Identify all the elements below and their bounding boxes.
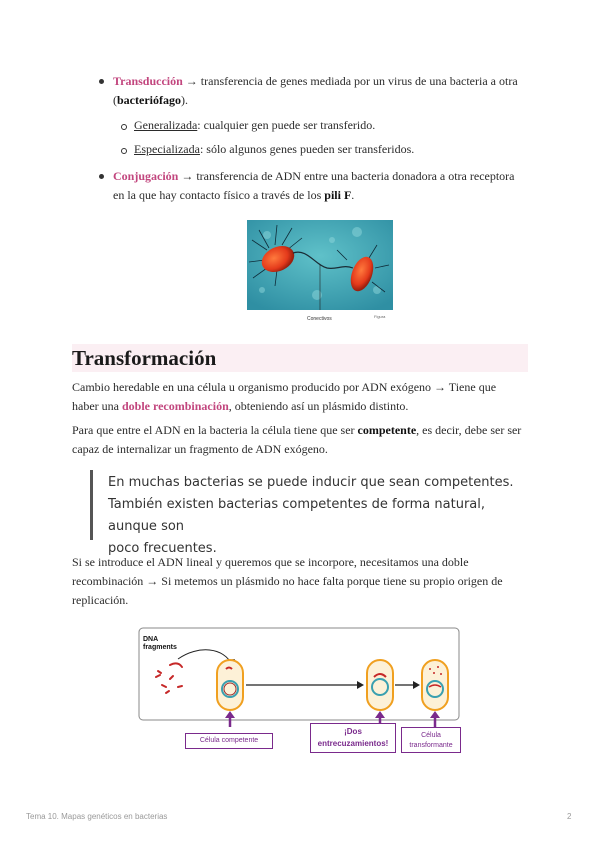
label2-line1: ¡Dos <box>344 727 362 736</box>
paragraph-definition <box>72 378 532 416</box>
transduccion-term: Transducción <box>113 74 183 88</box>
dna-fragments-label <box>143 636 177 652</box>
p3-line1: Si se introduce el ADN lineal y queremos que se incorpore, necesitamos una doble <box>72 555 469 569</box>
period: . <box>351 188 355 202</box>
p3-line3: replicación. <box>72 593 129 607</box>
p1-line2-end: , obteniendo así un plásmido distinto. <box>228 399 409 413</box>
doble-recombinacion-term: doble recombinación <box>121 399 229 413</box>
p2-line1-end: , es decir, debe ser ser <box>416 423 522 437</box>
conjugacion-line2: en la que hay contacto físico a través de los <box>113 188 325 202</box>
conjugation-micrograph <box>247 220 393 325</box>
quote-bar <box>90 470 93 540</box>
quote-block <box>108 472 538 560</box>
p1-line2-start: haber una <box>72 399 122 413</box>
transformation-diagram <box>138 627 462 759</box>
conjugacion-text: → transferencia de ADN entre una bacteria donadora a otra receptora <box>178 169 515 183</box>
label2-line2: entrecuzamientos! <box>317 739 389 748</box>
micrograph-image <box>247 220 393 325</box>
especializada-item <box>134 140 414 159</box>
especializada-term: Especializada <box>134 142 200 156</box>
competente-term: competente <box>357 423 417 437</box>
paragraph-adn-lineal <box>72 553 542 610</box>
p1-line1: Cambio heredable en una célula u organismo producido por ADN exógeno → Tiene que <box>72 380 497 394</box>
micrograph-credit: Figura <box>374 314 386 319</box>
especializada-text: : sólo algunos genes pueden ser transferidos. <box>199 142 415 156</box>
dna-label-line2: fragments <box>143 644 177 651</box>
quote-line2: También existen bacterias competentes de forma natural, aunque son <box>108 497 485 534</box>
p2-line2: capaz de internalizar un fragmento de ADN exógeno. <box>72 442 328 456</box>
generalizada-term: Generalizada <box>134 118 198 132</box>
section-title: Transformación <box>72 346 217 370</box>
pili-f-term: pili F <box>324 188 352 202</box>
label-celula-competente: Célula competente <box>185 733 273 749</box>
micrograph-label: Conectivos <box>307 316 332 322</box>
p2-line1-start: Para que entre el ADN en la bacteria la célula tiene que ser <box>72 423 358 437</box>
label-celula-transformante <box>401 727 461 753</box>
sub-bullet-circle <box>121 148 127 154</box>
paragraph-competente <box>72 421 542 459</box>
page-number: 2 <box>567 812 572 821</box>
footer-title: Tema 10. Mapas genéticos en bacterias <box>26 812 168 821</box>
label3-line2: transformante <box>409 742 453 749</box>
transduccion-item <box>113 72 553 110</box>
generalizada-text: : cualquier gen puede ser transferido. <box>197 118 376 132</box>
paren-close: ). <box>180 93 188 107</box>
conjugacion-term: Conjugación <box>113 169 179 183</box>
bacteriofago-term: bacteriófago <box>117 93 181 107</box>
generalizada-item <box>134 116 375 135</box>
conjugacion-item <box>113 167 553 205</box>
quote-line1: En muchas bacterias se puede inducir que sean competentes. <box>108 475 514 490</box>
transduccion-text: → transferencia de genes mediada por un virus de una bacteria a otra <box>182 74 518 88</box>
p3-line2: recombinación → Si metemos un plásmido no hace falta porque tiene su propio origen de <box>72 574 503 588</box>
bullet-dot <box>99 174 104 179</box>
paren-open: ( <box>113 93 117 107</box>
label3-line1: Célula <box>421 732 441 739</box>
bullet-dot <box>99 79 104 84</box>
dna-label-line1: DNA <box>143 636 159 643</box>
sub-bullet-circle <box>121 124 127 130</box>
quote-line3: poco frecuentes. <box>108 541 217 556</box>
label-dos-entrecuzamientos <box>310 723 396 753</box>
